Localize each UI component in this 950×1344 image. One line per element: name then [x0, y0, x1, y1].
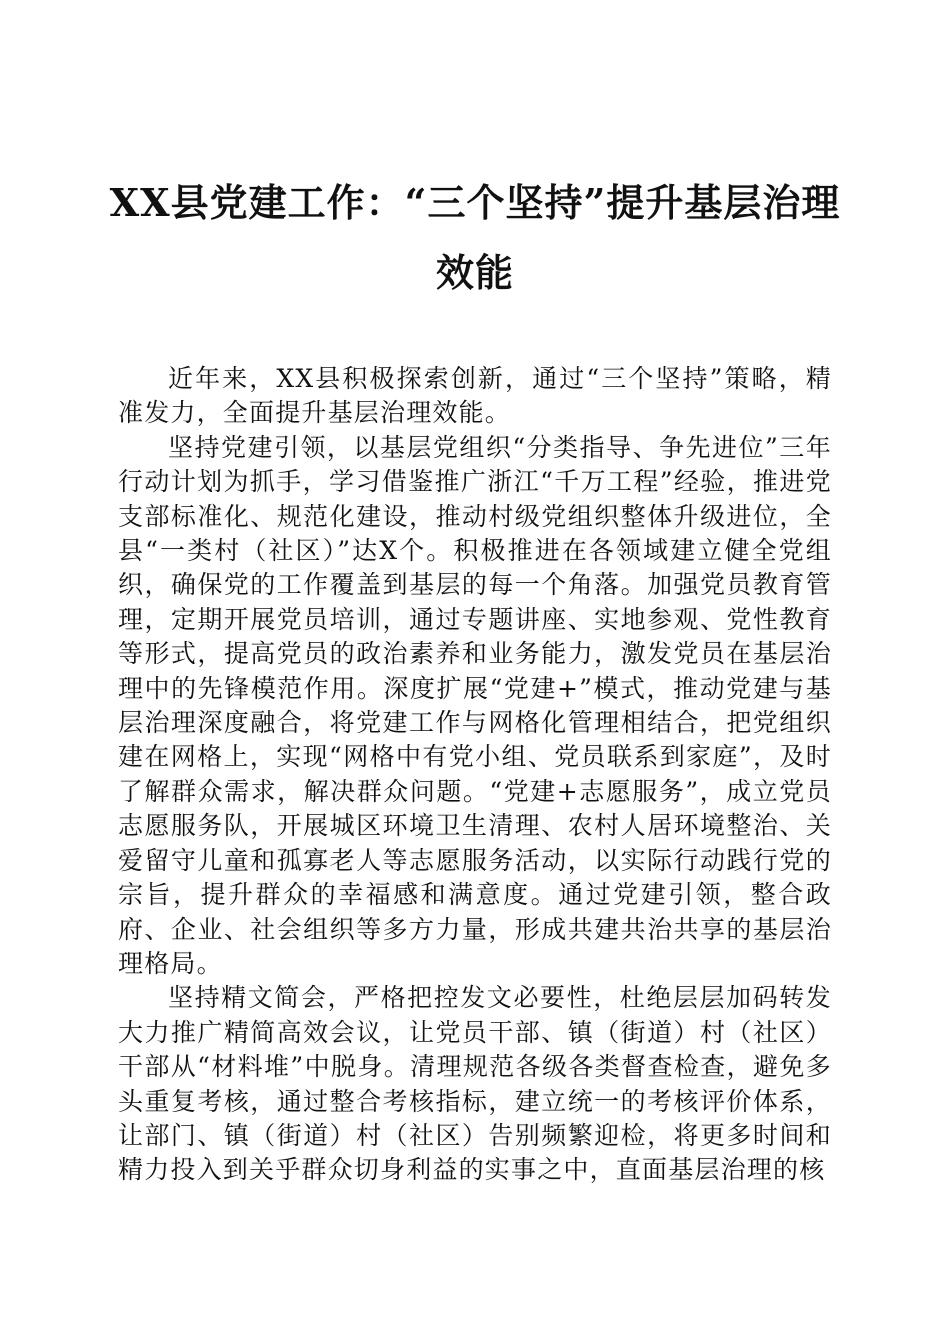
- paragraph-intro: 近年来，XX县积极探索创新，通过“三个坚持”策略，精准发力，全面提升基层治理效能。: [118, 364, 832, 428]
- paragraph-party-leadership: 坚持党建引领，以基层党组织“分类指导、争先进位”三年行动计划为抓手，学习借鉴推广浙江“千万工程”经验，推进党支部标准化、规范化建设，推动村级党组织整体升级进位，全县“一类村（社区）”达X个。积极推进在各领域建立健全党组织，确保党的工作覆盖到基层的每一个角落。加强党员教育管理，定期开展党员培训，通过专题讲座、实地参观、党性教育等形式，提高党员的政治素养和业务能力，激发党员在基层治理中的先锋模范作用。深度扩展“党建+”模式，推动党建与基层治理深度融合，将党建工作与网格化管理相结合，把党组织建在网格上，实现“网格中有党小组、党员联系到家庭”，及时了解群众需求，解决群众问题。“党建+志愿服务”，成立党员志愿服务队，开展城区环境卫生清理、农村人居环境整治、关爱留守儿童和孤寡老人等志愿服务活动，以实际行动践行党的宗旨，提升群众的幸福感和满意度。通过党建引领，整合政府、企业、社会组织等多方力量，形成共建共治共享的基层治理格局。: [118, 432, 832, 978]
- paragraph-streamline-meetings: 坚持精文简会，严格把控发文必要性，杜绝层层加码转发大力推广精简高效会议，让党员干部、镇（街道）村（社区）干部从“材料堆”中脱身。清理规范各级各类督查检查，避免多头重复考核，通过整合考核指标，建立统一的考核评价体系，让部门、镇（街道）村（社区）告别频繁迎检，将更多时间和精力投入到关乎群众切身利益的实事之中，直面基层治理的核: [118, 983, 832, 1185]
- title-line-2: 效能: [435, 250, 514, 295]
- document-body: [118, 362, 832, 1188]
- document-title: [100, 168, 850, 308]
- title-line-1: XX县党建工作：“三个坚持”提升基层治理: [109, 180, 841, 225]
